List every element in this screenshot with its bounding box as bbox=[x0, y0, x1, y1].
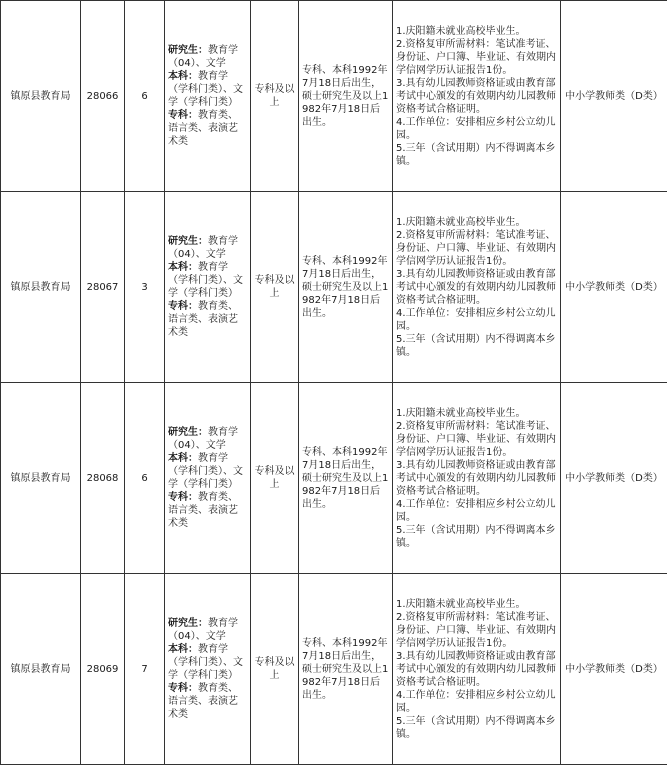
unit-cell: 镇原县教育局 bbox=[1, 192, 81, 383]
education-cell: 专科及以上 bbox=[251, 383, 299, 574]
requirements-cell bbox=[393, 574, 561, 765]
requirement-item: 4.工作单位：安排相应乡村公立幼儿园。 bbox=[396, 498, 557, 524]
unit-cell: 镇原县教育局 bbox=[1, 383, 81, 574]
requirement-item: 1.庆阳籍未就业高校毕业生。 bbox=[396, 407, 557, 420]
major-postgraduate: 研究生：教育学（04）、文学 bbox=[168, 617, 247, 643]
requirement-item: 4.工作单位：安排相应乡村公立幼儿园。 bbox=[396, 689, 557, 715]
requirement-item: 4.工作单位：安排相应乡村公立幼儿园。 bbox=[396, 116, 557, 142]
age-requirement-cell: 专科、本科1992年7月18日后出生，硕士研究生及以上1982年7月18日后出生。 bbox=[299, 1, 393, 192]
category-cell: 中小学教师类（D类） bbox=[561, 574, 667, 765]
headcount-cell: 3 bbox=[125, 192, 165, 383]
major-postgraduate: 研究生：教育学（04）、文学 bbox=[168, 426, 247, 452]
requirements-cell bbox=[393, 383, 561, 574]
major-cell bbox=[165, 1, 251, 192]
requirement-item: 3.具有幼儿园教师资格证或由教育部考试中心颁发的有效期内幼儿园教师资格考试合格证明。 bbox=[396, 459, 557, 498]
age-requirement-cell: 专科、本科1992年7月18日后出生，硕士研究生及以上1982年7月18日后出生。 bbox=[299, 192, 393, 383]
table-row bbox=[1, 383, 667, 574]
requirement-item: 3.具有幼儿园教师资格证或由教育部考试中心颁发的有效期内幼儿园教师资格考试合格证明。 bbox=[396, 268, 557, 307]
requirement-item: 1.庆阳籍未就业高校毕业生。 bbox=[396, 25, 557, 38]
headcount-cell: 6 bbox=[125, 383, 165, 574]
education-cell: 专科及以上 bbox=[251, 192, 299, 383]
major-undergraduate: 本科：教育学（学科门类）、文学（学科门类） bbox=[168, 261, 247, 300]
major-cell bbox=[165, 574, 251, 765]
requirement-item: 2.资格复审所需材料：笔试准考证、身份证、户口簿、毕业证、有效期内学信网学历认证报告1份。 bbox=[396, 38, 557, 77]
education-cell: 专科及以上 bbox=[251, 574, 299, 765]
requirements-cell bbox=[393, 192, 561, 383]
requirement-item: 1.庆阳籍未就业高校毕业生。 bbox=[396, 598, 557, 611]
requirement-item: 1.庆阳籍未就业高校毕业生。 bbox=[396, 216, 557, 229]
major-undergraduate: 本科：教育学（学科门类）、文学（学科门类） bbox=[168, 70, 247, 109]
position-code-cell: 28069 bbox=[81, 574, 125, 765]
requirement-item: 2.资格复审所需材料：笔试准考证、身份证、户口簿、毕业证、有效期内学信网学历认证报告1份。 bbox=[396, 229, 557, 268]
category-cell: 中小学教师类（D类） bbox=[561, 1, 667, 192]
major-undergraduate: 本科：教育学（学科门类）、文学（学科门类） bbox=[168, 643, 247, 682]
requirement-item: 3.具有幼儿园教师资格证或由教育部考试中心颁发的有效期内幼儿园教师资格考试合格证明。 bbox=[396, 77, 557, 116]
category-cell: 中小学教师类（D类） bbox=[561, 383, 667, 574]
requirement-item: 2.资格复审所需材料：笔试准考证、身份证、户口簿、毕业证、有效期内学信网学历认证报告1份。 bbox=[396, 611, 557, 650]
major-postgraduate: 研究生：教育学（04）、文学 bbox=[168, 235, 247, 261]
major-cell bbox=[165, 192, 251, 383]
position-code-cell: 28067 bbox=[81, 192, 125, 383]
age-requirement-cell: 专科、本科1992年7月18日后出生，硕士研究生及以上1982年7月18日后出生。 bbox=[299, 383, 393, 574]
table-row bbox=[1, 192, 667, 383]
requirement-item: 3.具有幼儿园教师资格证或由教育部考试中心颁发的有效期内幼儿园教师资格考试合格证明。 bbox=[396, 650, 557, 689]
major-undergraduate: 本科：教育学（学科门类）、文学（学科门类） bbox=[168, 452, 247, 491]
unit-cell: 镇原县教育局 bbox=[1, 574, 81, 765]
major-cell bbox=[165, 383, 251, 574]
requirements-cell bbox=[393, 1, 561, 192]
requirement-item: 5.三年（含试用期）内不得调离本乡镇。 bbox=[396, 142, 557, 168]
requirement-item: 2.资格复审所需材料：笔试准考证、身份证、户口簿、毕业证、有效期内学信网学历认证报告1份。 bbox=[396, 420, 557, 459]
education-cell: 专科及以上 bbox=[251, 1, 299, 192]
table-row bbox=[1, 574, 667, 765]
requirement-item: 5.三年（含试用期）内不得调离本乡镇。 bbox=[396, 715, 557, 741]
major-postgraduate: 研究生：教育学（04）、文学 bbox=[168, 44, 247, 70]
major-junior-college: 专科：教育类、语言类、表演艺术类 bbox=[168, 300, 247, 339]
requirement-item: 5.三年（含试用期）内不得调离本乡镇。 bbox=[396, 333, 557, 359]
requirement-item: 4.工作单位：安排相应乡村公立幼儿园。 bbox=[396, 307, 557, 333]
unit-cell: 镇原县教育局 bbox=[1, 1, 81, 192]
position-code-cell: 28066 bbox=[81, 1, 125, 192]
headcount-cell: 6 bbox=[125, 1, 165, 192]
age-requirement-cell: 专科、本科1992年7月18日后出生，硕士研究生及以上1982年7月18日后出生。 bbox=[299, 574, 393, 765]
position-code-cell: 28068 bbox=[81, 383, 125, 574]
headcount-cell: 7 bbox=[125, 574, 165, 765]
major-junior-college: 专科：教育类、语言类、表演艺术类 bbox=[168, 109, 247, 148]
requirement-item: 5.三年（含试用期）内不得调离本乡镇。 bbox=[396, 524, 557, 550]
table-row bbox=[1, 1, 667, 192]
category-cell: 中小学教师类（D类） bbox=[561, 192, 667, 383]
major-junior-college: 专科：教育类、语言类、表演艺术类 bbox=[168, 491, 247, 530]
major-junior-college: 专科：教育类、语言类、表演艺术类 bbox=[168, 682, 247, 721]
